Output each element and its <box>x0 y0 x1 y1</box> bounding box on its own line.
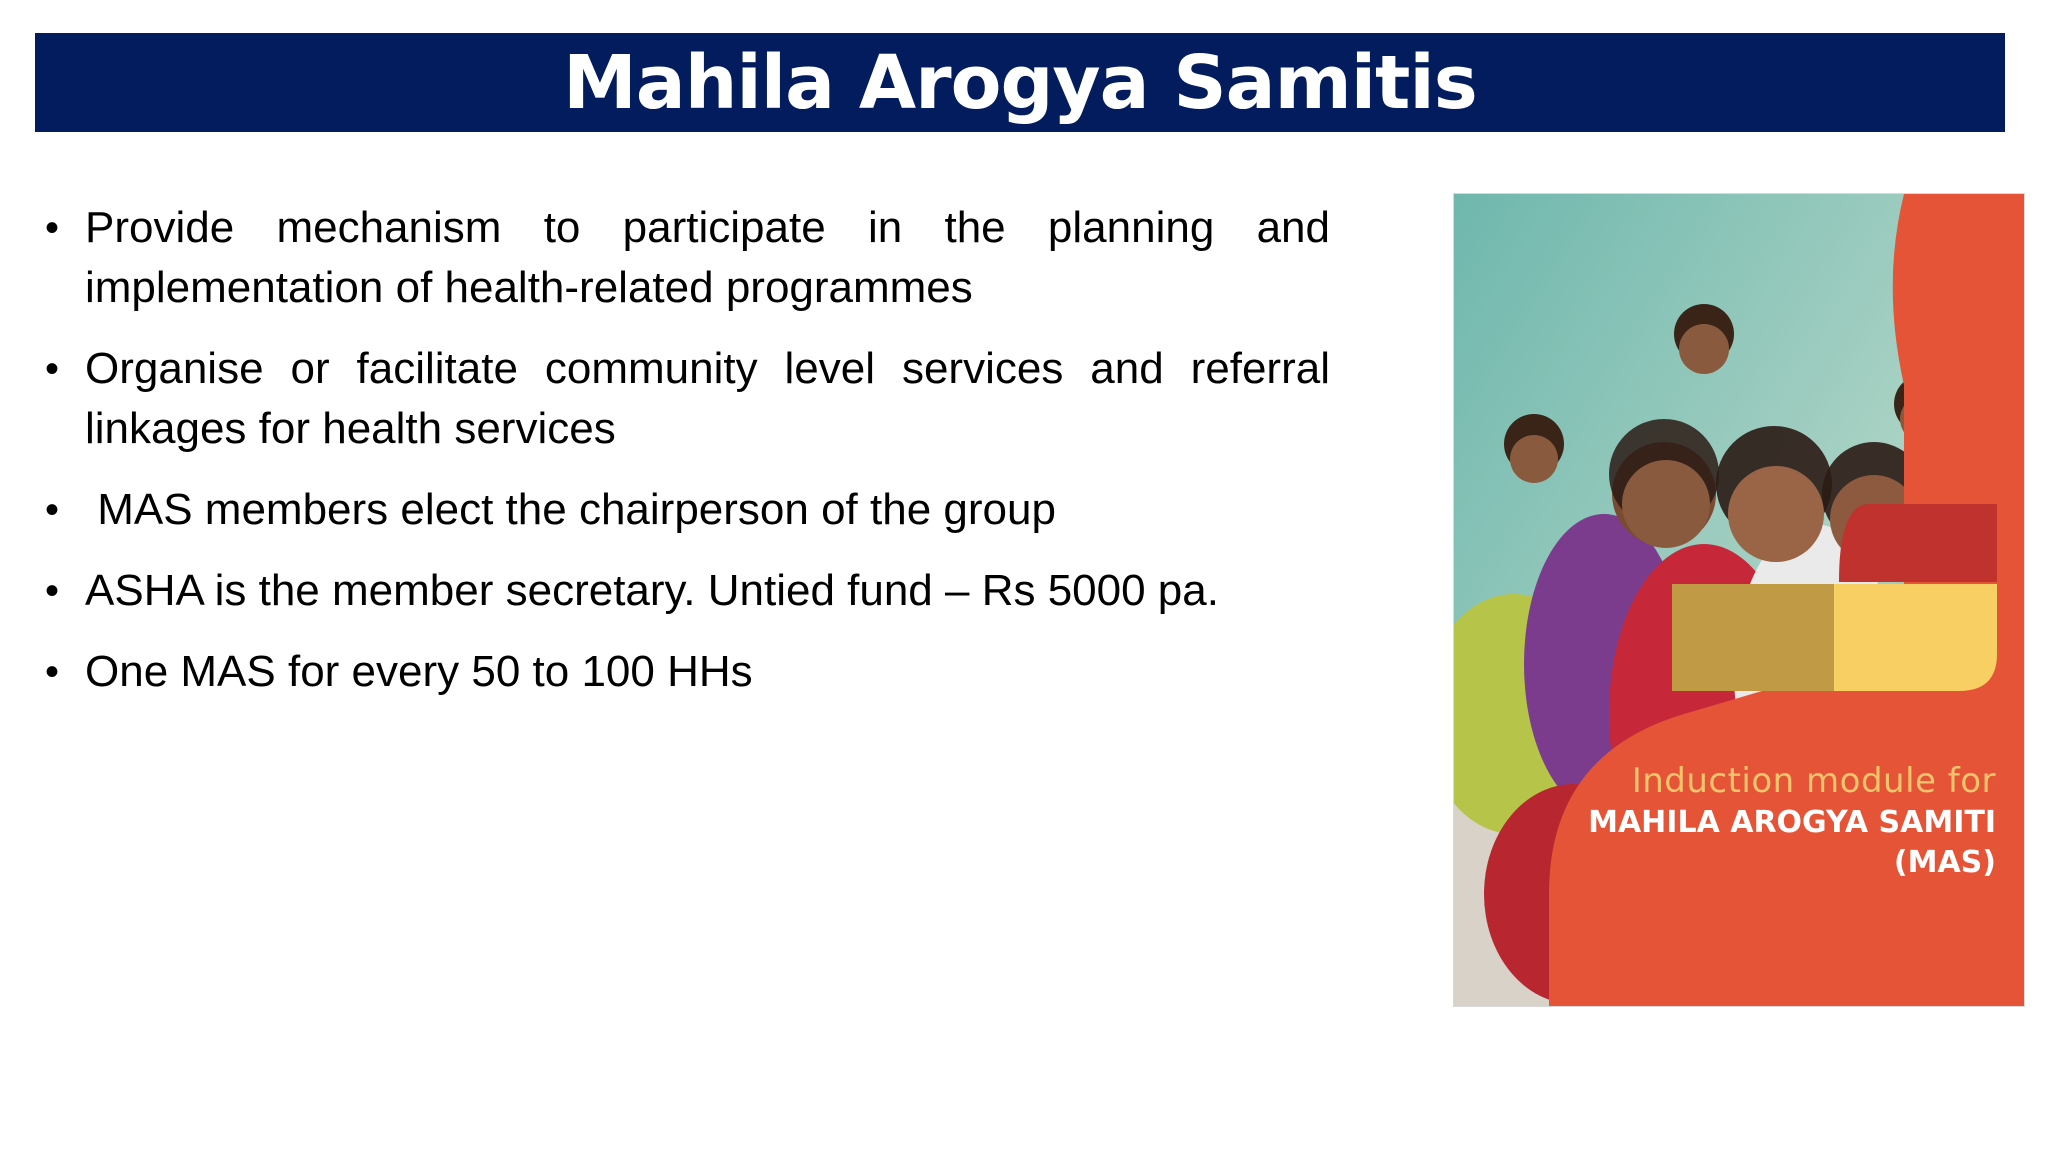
cover-photo <box>1454 194 2024 1006</box>
deco-red-block <box>1839 504 1997 582</box>
deco-olive-block <box>1672 584 1834 691</box>
bullet-list <box>45 198 1330 723</box>
bullet-text: Organise or facilitate community level services and referral linkages for health services <box>85 344 1330 453</box>
bullet-marker: • <box>45 347 60 391</box>
bullet-marker: • <box>45 650 60 694</box>
bullet-text: ASHA is the member secretary. Untied fund – Rs 5000 pa. <box>85 566 1219 615</box>
bullet-item <box>45 339 1330 459</box>
bullet-text: One MAS for every 50 to 100 HHs <box>85 647 753 696</box>
bullet-text: MAS members elect the chairperson of the group <box>85 485 1056 534</box>
bullet-text: Provide mechanism to participate in the planning and implementation of health-related programmes <box>85 203 1330 312</box>
cover-subtitle: Induction module for <box>1631 761 1996 801</box>
bullet-item <box>45 561 1330 621</box>
bullet-item <box>45 198 1330 318</box>
bullet-item <box>45 480 1330 540</box>
slide-title: Mahila Arogya Samitis <box>563 39 1477 126</box>
bullet-marker: • <box>45 569 60 613</box>
cover-caption <box>1588 759 1996 883</box>
bullet-marker: • <box>45 206 60 250</box>
module-cover-image <box>1453 193 2025 1007</box>
title-bar <box>35 33 2005 132</box>
cover-abbreviation: (MAS) <box>1893 845 1996 880</box>
bullet-marker: • <box>45 488 60 532</box>
deco-yellow-block <box>1834 584 1997 691</box>
cover-title: MAHILA AROGYA SAMITI <box>1588 805 1996 840</box>
bullet-item <box>45 642 1330 702</box>
